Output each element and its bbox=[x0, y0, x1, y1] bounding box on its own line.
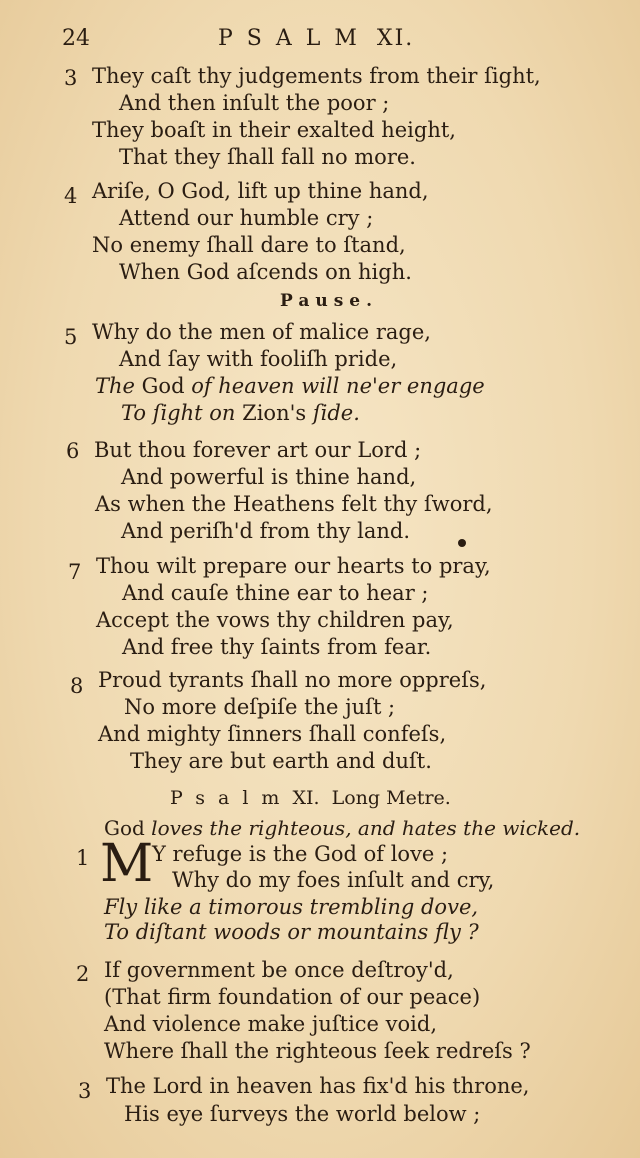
verse-line: That they ſhall fall no more. bbox=[119, 145, 416, 169]
stanza-number: 3 bbox=[64, 66, 78, 90]
verse-italic: of heaven will ne'er engage bbox=[191, 374, 485, 398]
subtitle-roman: God bbox=[104, 816, 145, 840]
psalm-title-metre: Long Metre. bbox=[331, 787, 451, 809]
stanza-number: 7 bbox=[68, 560, 82, 584]
verse-italic: ſide. bbox=[312, 401, 360, 425]
running-title-roman: XI. bbox=[376, 26, 415, 51]
verse-line: Why do my foes inſult and cry, bbox=[172, 868, 495, 892]
running-title-word: PSALM bbox=[218, 26, 371, 51]
ink-spot bbox=[458, 539, 466, 547]
verse-line: No more deſpiſe the juſt ; bbox=[124, 695, 396, 719]
verse-roman: God bbox=[134, 374, 192, 398]
verse-line: The Lord in heaven has fix'd his throne, bbox=[106, 1074, 530, 1098]
verse-line: And periſh'd from thy land. bbox=[121, 519, 411, 543]
verse-line: And violence make juſtice void, bbox=[104, 1012, 437, 1036]
verse-line: And mighty ſinners ſhall confeſs, bbox=[98, 722, 447, 746]
verse-line: They caſt thy judgements from their ſight, bbox=[92, 64, 541, 88]
verse-line: And free thy ſaints from fear. bbox=[122, 635, 432, 659]
verse-line: Where ſhall the righteous ſeek redreſs ? bbox=[104, 1039, 531, 1063]
verse-line: Accept the vows thy children pay, bbox=[96, 608, 454, 632]
verse-roman: Zion's bbox=[235, 401, 313, 425]
verse-line: They are but earth and duſt. bbox=[130, 749, 432, 773]
verse-line: Proud tyrants ſhall no more oppreſs, bbox=[98, 668, 487, 692]
psalm-subtitle bbox=[104, 816, 580, 840]
stanza-number: 6 bbox=[66, 439, 80, 463]
verse-line: And ſay with fooliſh pride, bbox=[119, 347, 398, 371]
verse-line: To diſtant woods or mountains fly ? bbox=[104, 920, 479, 944]
stanza-number: 2 bbox=[76, 962, 90, 986]
verse-line: And then inſult the poor ; bbox=[119, 91, 390, 115]
verse-line: They boaſt in their exalted height, bbox=[92, 118, 456, 142]
verse-line: Ariſe, O God, lift up thine hand, bbox=[92, 179, 429, 203]
verse-line: Why do the men of malice rage, bbox=[92, 320, 431, 344]
psalm-title-roman: XI. bbox=[292, 787, 320, 809]
verse-line: And powerful is thine hand, bbox=[121, 465, 417, 489]
stanza-number: 3 bbox=[78, 1079, 92, 1103]
verse-line: And cauſe thine ear to hear ; bbox=[122, 581, 429, 605]
verse-line bbox=[95, 376, 485, 397]
running-header bbox=[62, 24, 502, 54]
verse-line: As when the Heathens felt thy ſword, bbox=[95, 492, 493, 516]
psalm-title bbox=[170, 787, 451, 809]
subtitle-italic: loves the righteous, and hates the wicked. bbox=[144, 816, 581, 840]
running-title bbox=[218, 26, 414, 51]
drop-cap: M bbox=[100, 834, 154, 894]
stanza-number: 5 bbox=[64, 325, 78, 349]
verse-line: Thou wilt prepare our hearts to pray, bbox=[96, 554, 491, 578]
stanza-number: 1 bbox=[76, 846, 90, 870]
stanza-number: 4 bbox=[64, 184, 78, 208]
verse-line: But thou forever art our Lord ; bbox=[94, 438, 422, 462]
verse-line: When God aſcends on high. bbox=[119, 260, 412, 284]
verse-line: Attend our humble cry ; bbox=[119, 206, 374, 230]
psalm-title-word: Psalm bbox=[170, 787, 293, 809]
verse-line: His eye ſurveys the world below ; bbox=[124, 1102, 481, 1126]
stanza-number: 8 bbox=[70, 674, 84, 698]
verse-line: No enemy ſhall dare to ſtand, bbox=[92, 233, 406, 257]
verse-italic: The bbox=[95, 374, 135, 398]
verse-line: Fly like a timorous trembling dove, bbox=[104, 895, 479, 919]
page-number: 24 bbox=[62, 26, 90, 51]
verse-italic: To ſight on bbox=[121, 401, 236, 425]
verse-line: If government be once deſtroy'd, bbox=[104, 958, 454, 982]
verse-line: Y refuge is the God of love ; bbox=[152, 842, 449, 866]
pause-heading: Pause. bbox=[280, 291, 379, 311]
verse-line bbox=[121, 403, 360, 424]
verse-line: (That firm foundation of our peace) bbox=[104, 985, 481, 1009]
